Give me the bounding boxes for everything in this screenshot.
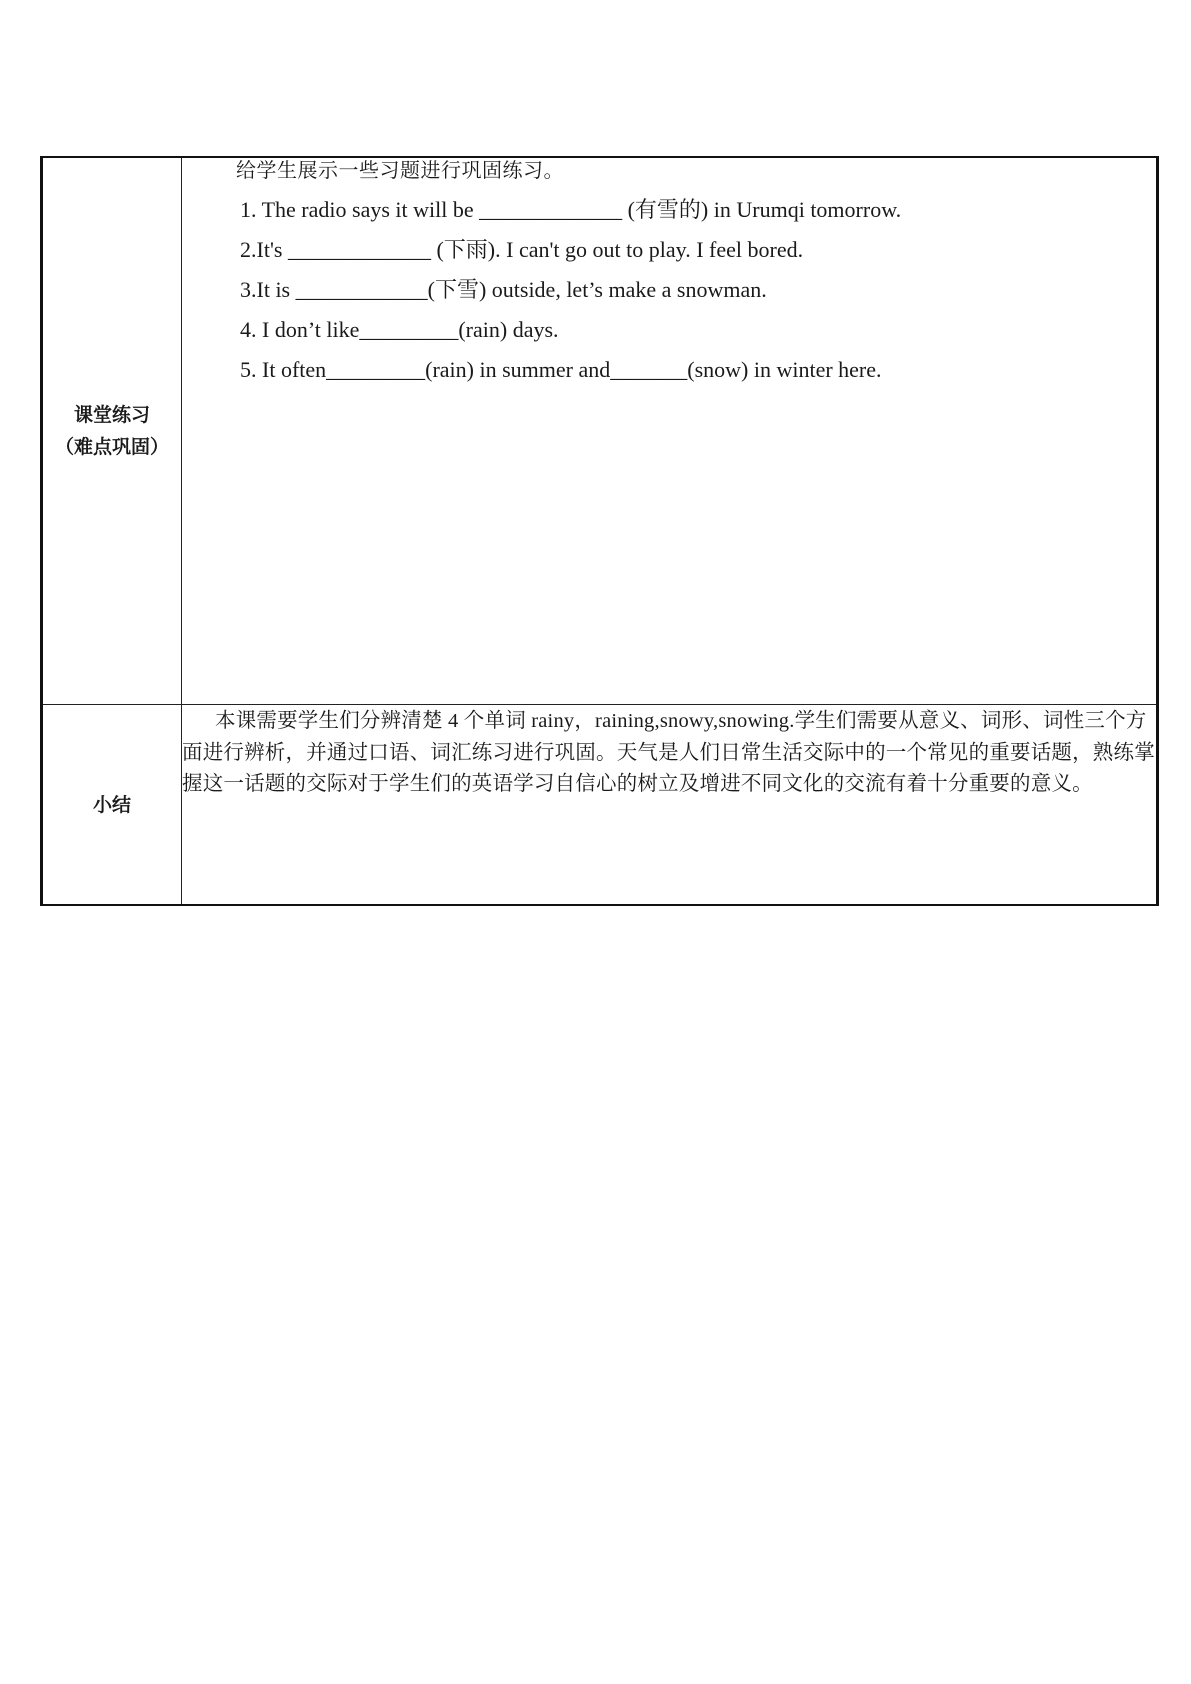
exercise-item-4: 4. I don’t like_________(rain) days. [240, 317, 559, 342]
summary-content-cell [182, 705, 1158, 906]
summary-text-intro: 本课需要学生们分辨清楚 4 个单词 rainy，raining,snowy,snowing. [215, 710, 795, 732]
summary-row [42, 705, 1158, 906]
practice-content-cell [182, 157, 1158, 705]
summary-label-cell [42, 705, 182, 906]
exercise-item-5: 5. It often_________(rain) in summer and_______(snow) in winter here. [240, 357, 882, 382]
practice-row [42, 157, 1158, 705]
exercise-item-1: 1. The radio says it will be _____________ (有雪的) in Urumqi tomorrow. [240, 197, 902, 222]
practice-label-title: 课堂练习 [73, 404, 150, 426]
exercise-item-2: 2.It's _____________ (下雨). I can't go out to play. I feel bored. [240, 237, 804, 262]
summary-text-body: 学生们需要从意义、词形、词性三个方面进行辨析，并通过口语、词汇练习进行巩固。天气是人们日常生活交际中的一个常见的重要话题，熟练掌握这一话题的交际对于学生们的英语学习自信心的树立及增进不同文化的交流有着十分重要的意义。 [182, 708, 1155, 795]
exercise-list [240, 190, 1156, 390]
lesson-plan-table [40, 156, 1159, 906]
practice-label-cell [42, 157, 182, 705]
summary-paragraph [182, 705, 1156, 799]
exercise-item-3: 3.It is ____________(下雪) outside, let’s make a snowman. [240, 277, 767, 302]
summary-label: 小结 [92, 793, 131, 816]
practice-intro: 给学生展示一些习题进行巩固练习。 [236, 160, 564, 182]
practice-label-subtitle: （难点巩固） [54, 436, 169, 458]
